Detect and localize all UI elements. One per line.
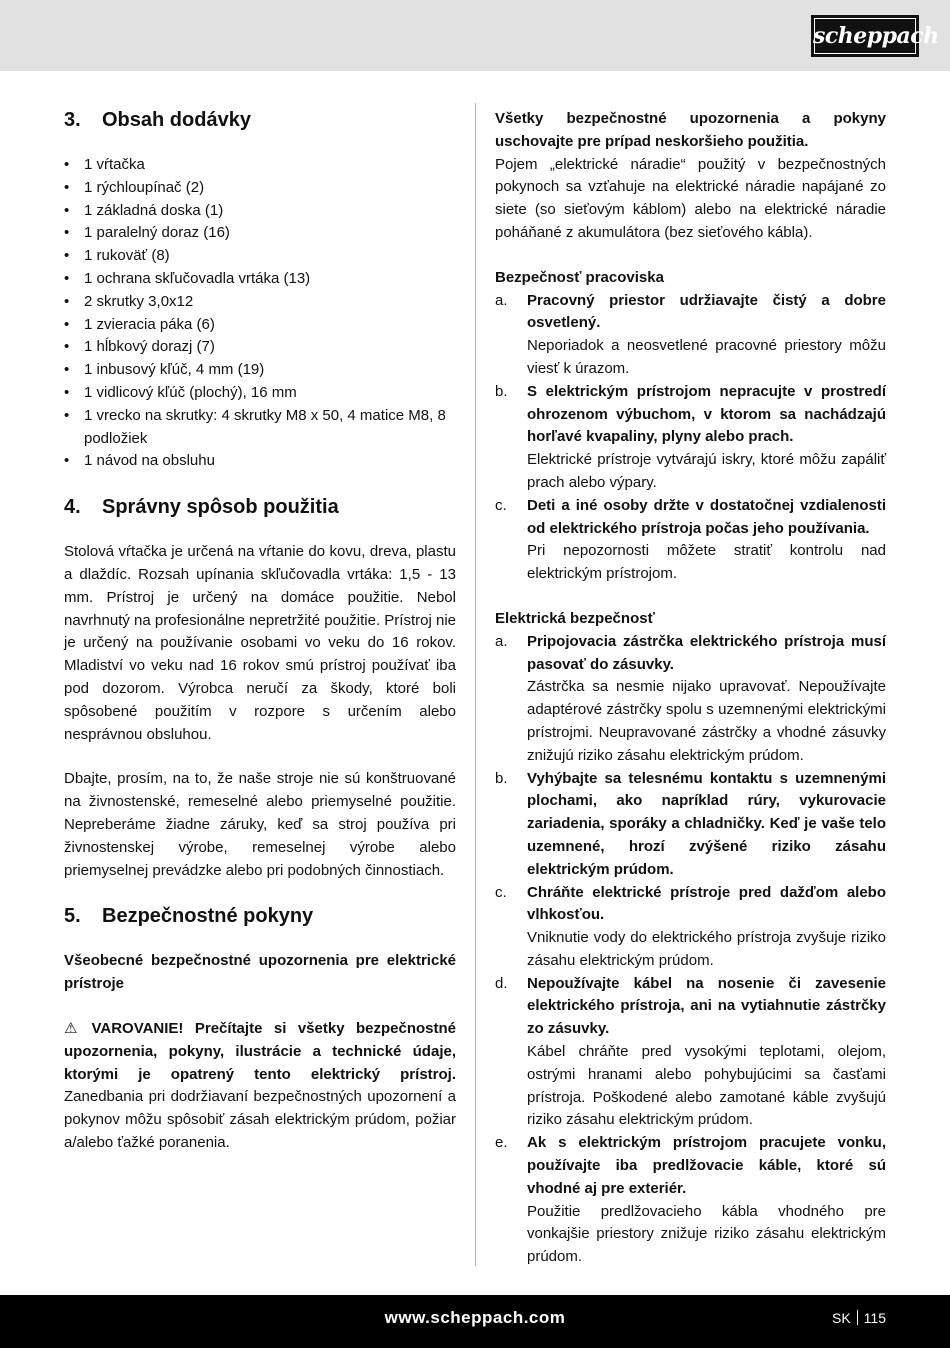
list-item: • 1 zvieracia páka (6) [64, 314, 456, 337]
list-item: • 1 vidlicový kľúč (plochý), 16 mm [64, 382, 456, 405]
language-code: SK [831, 1310, 851, 1326]
item-bold: Vyhýbajte sa telesnému kontaktu s uzemnenými plochami, ako napríklad rúry, vykurovacie zariadenia, sporáky a chladničky. Keď je vaše telo uzemnené, hrozí zvýšené riziko zásahu elektrickým prúdom. [527, 769, 886, 878]
list-item: • 1 návod na obsluhu [64, 450, 456, 473]
item-bold: Nepoužívajte kábel na nosenie či zavesenie elektrického prístroja, ani na vytiahnutie zástrčky zo zásuvky. [527, 974, 886, 1038]
item-bold: Pracovný priestor udržiavajte čistý a dobre osvetlený. [527, 291, 886, 332]
column-divider [475, 103, 476, 1266]
section-title: Správny spôsob použitia [102, 496, 339, 519]
list-item: • 1 základná doska (1) [64, 200, 456, 223]
item-marker: c. [495, 496, 507, 514]
item-marker: d. [495, 974, 508, 992]
item-bold: Ak s elektrickým prístrojom pracujete vonku, používajte iba predlžovacie káble, ktoré sú vhodné aj pre exteriér. [527, 1134, 886, 1197]
list-item [495, 768, 886, 882]
page-footer [0, 1295, 950, 1348]
warning-triangle-icon: ⚠ [64, 1019, 78, 1037]
item-marker: b. [495, 769, 508, 787]
item-text: Elektrické prístroje vytvárajú iskry, ktoré môžu zapáliť prach alebo výpary. [527, 451, 886, 491]
list-item [495, 631, 886, 768]
item-text: Neporiadok a neosvetlené pracovné priestory môžu viesť k úrazom. [527, 337, 886, 377]
item-text: Pri nepozornosti môžete stratiť kontrolu nad elektrickým prístrojom. [527, 542, 886, 583]
right-column [495, 108, 886, 1269]
keep-instructions: Všetky bezpečnostné upozornenia a pokyny uschovajte pre prípad neskoršieho použitia. [495, 110, 886, 150]
section-5-heading [64, 904, 456, 928]
list-item: • 1 ochrana skľučovadla vrtáka (13) [64, 268, 456, 291]
item-text: Zástrčka sa nesmie nijako upravovať. Nepoužívajte adaptérové zástrčky spolu s uzemnenými elektrickými prístrojmi. Neupravované zástrčky a vhodné zásuvky znižujú riziko zásahu elektrickým prúdom. [527, 678, 886, 764]
electrical-safety-list [495, 631, 886, 1269]
item-text: Kábel chráňte pred vysokými teplotami, olejom, ostrými hranami alebo pohybujúcimi sa časťami prístroja. Poškodené alebo zamotané káble zvyšujú riziko zásahu elektrickým prúdom. [527, 1043, 886, 1129]
page-header [0, 0, 950, 71]
list-item: • 1 hĺbkový dorazj (7) [64, 336, 456, 359]
electrical-safety-heading: Elektrická bezpečnosť [495, 609, 655, 627]
left-column [64, 108, 456, 1155]
work-area-heading: Bezpečnosť pracoviska [495, 268, 664, 286]
section-title: Bezpečnostné pokyny [102, 905, 314, 928]
item-marker: a. [495, 632, 508, 650]
delivery-list [64, 154, 456, 473]
warning-bold: VAROVANIE! Prečítajte si všetky bezpečnostné upozornenia, pokyny, ilustrácie a technické údaje, ktorými je opatrený tento elektrický prístroj. [64, 1019, 457, 1083]
page-number: 115 [863, 1310, 886, 1326]
list-item [495, 381, 886, 495]
item-bold: S elektrickým prístrojom nepracujte v prostredí ohrozenom výbuchom, v ktorom sa nachádzajú horľavé kvapaliny, plyny alebo prach. [527, 382, 886, 446]
list-item [495, 290, 886, 381]
section-4-heading [64, 495, 456, 519]
warning-text: Zanedbania pri dodržiavaní bezpečnostných upozornení a pokynov môžu spôsobiť zásah elektrickým prúdom, požiar a/alebo ťažké poranenia. [64, 1088, 456, 1151]
page-indicator [832, 1310, 886, 1326]
list-item [495, 882, 886, 973]
item-text: Vniknutie vody do elektrického prístroja zvyšuje riziko zásahu elektrickým prúdom. [527, 929, 886, 969]
list-item [495, 495, 886, 586]
work-area-list [495, 290, 886, 586]
list-item: • 2 skrutky 3,0x12 [64, 291, 456, 314]
brand-logo: scheppach [811, 15, 919, 57]
item-marker: b. [495, 382, 508, 400]
list-item: • 1 rýchloupínač (2) [64, 177, 456, 200]
list-item [495, 973, 886, 1133]
list-item: • 1 vŕtačka [64, 154, 456, 177]
website-link[interactable]: www.scheppach.com [384, 1308, 566, 1327]
item-marker: e. [495, 1134, 508, 1152]
section-3-heading [64, 108, 456, 132]
item-text: Použitie predlžovacieho kábla vhodného pre vonkajšie priestory znižuje riziko zásahu elektrickým prúdom. [527, 1202, 886, 1266]
warning-paragraph [64, 1018, 456, 1155]
list-item: • 1 rukoväť (8) [64, 245, 456, 268]
item-bold: Pripojovacia zástrčka elektrického prístroja musí pasovať do zásuvky. [527, 632, 886, 673]
section-number: 5. [64, 905, 81, 928]
section-title: Obsah dodávky [102, 109, 251, 131]
list-item [495, 1132, 886, 1269]
general-safety-subtitle: Všeobecné bezpečnostné upozornenia pre elektrické prístroje [64, 952, 456, 993]
section-number: 3. [64, 109, 81, 131]
list-item: • 1 paralelný doraz (16) [64, 222, 456, 245]
item-marker: c. [495, 883, 507, 901]
list-item: • 1 vrecko na skrutky: 4 skrutky M8 x 50, 4 matice M8, 8 podložiek [64, 405, 456, 451]
intended-use-paragraph: Stolová vŕtačka je určená na vŕtanie do kovu, dreva, plastu a dlaždíc. Rozsah upínania skľučovadla vrtáka: 1,5 - 13 mm. Prístroj je určený na domáce použitie. Nebol navrhnutý na profesionálne nepretržité použitie. Prístroj nie je určený na používanie osobami vo veku do 16 rokov. Mladiství vo veku nad 16 rokov smú prístroj používať iba pod dozorom. Výrobca neručí za škody, ktoré boli spôsobené použitím v rozpore s určením alebo nesprávnou obsluhou. [64, 543, 456, 743]
commercial-use-paragraph: Dbajte, prosím, na to, že naše stroje nie sú konštruované na živnostenské, remeselné alebo priemyselné použitie. Nepreberáme žiadne záruky, keď sa stroj používa pri živnostenskej výrobe, remeselnej výrobe alebo priemyselnej prevádzke alebo pri podobných činnostiach. [64, 770, 456, 879]
power-tool-definition: Pojem „elektrické náradie“ použitý v bezpečnostných pokynoch sa vzťahuje na elektrické náradie napájané zo siete (so sieťovým káblom) alebo na elektrické náradie poháňané z akumulátora (bez sieťového kábla). [495, 155, 886, 241]
separator [857, 1310, 858, 1325]
item-bold: Chráňte elektrické prístroje pred dažďom alebo vlhkosťou. [527, 883, 886, 924]
item-marker: a. [495, 291, 508, 309]
list-item: • 1 inbusový kľúč, 4 mm (19) [64, 359, 456, 382]
item-bold: Deti a iné osoby držte v dostatočnej vzdialenosti od elektrického prístroja počas jeho používania. [527, 496, 886, 537]
section-number: 4. [64, 496, 81, 519]
